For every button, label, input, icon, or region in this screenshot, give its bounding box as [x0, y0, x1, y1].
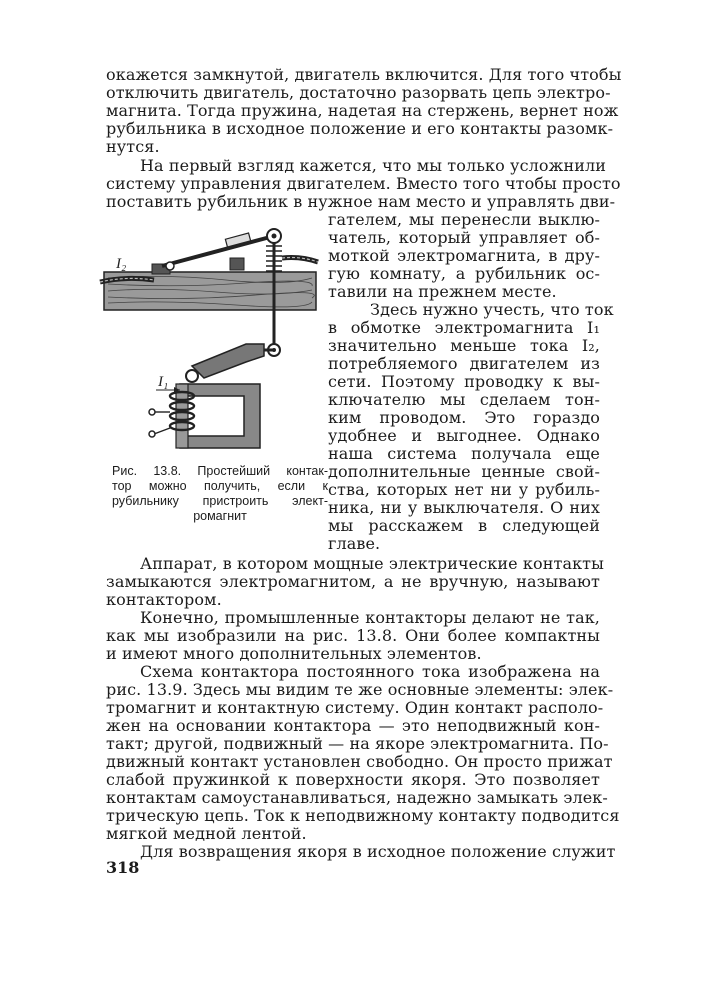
text-line: ника, ни у выключателя. О них: [328, 498, 600, 517]
text-line: такт; другой, подвижный — на якоре электромагнита. По-: [106, 734, 609, 753]
text-line: потребляемого двигателем из: [328, 354, 600, 373]
figure-caption: рубильнику пристроить элект-: [112, 494, 328, 508]
text-line: систему управления двигателем. Вместо того чтобы просто: [106, 174, 621, 193]
figure-caption: ромагнит: [193, 509, 247, 523]
text-line: поставить рубильник в нужное нам место и управлять дви-: [106, 192, 616, 211]
text-line: гателем, мы перенесли выклю-: [328, 210, 600, 229]
text-line: магнита. Тогда пружина, надетая на стержень, вернет нож: [106, 101, 619, 120]
figure-caption: Рис. 13.8. Простейший контак-: [112, 464, 328, 478]
armature: [192, 344, 264, 378]
terminal: [149, 431, 155, 437]
text-line: Конечно, промышленные контакторы делают не так,: [140, 608, 600, 627]
text-line: сети. Поэтому проводку к вы-: [328, 372, 600, 391]
text-line: наша система получала еще: [328, 444, 600, 463]
text-line: мягкой медной лентой.: [106, 824, 307, 843]
text-line: движный контакт установлен свободно. Он просто прижат: [106, 752, 613, 771]
text-line: удобнее и выгоднее. Однако: [328, 426, 600, 445]
text-line: окажется замкнутой, двигатель включится. Для того чтобы: [106, 65, 622, 84]
text-line: Здесь нужно учесть, что ток: [370, 300, 614, 319]
contactor-figure: [96, 216, 328, 458]
text-line: Для возвращения якоря в исходное положение служит: [140, 842, 616, 861]
text-line: слабой пружинкой к поверхности якоря. Это позволяет: [106, 770, 600, 789]
text-line: ким проводом. Это гораздо: [328, 408, 600, 427]
text-line: рис. 13.9. Здесь мы видим те же основные элементы: элек-: [106, 680, 614, 699]
text-line: замыкаются электромагнитом, а не вручную, называют: [106, 572, 600, 591]
text-line: моткой электромагнита, в дру-: [328, 246, 600, 265]
text-line: чатель, который управляет об-: [328, 228, 600, 247]
text-line: тромагнит и контактную систему. Один контакт располо-: [106, 698, 604, 717]
contact-clip: [230, 258, 244, 270]
switch-blade: [162, 236, 274, 266]
text-line: в обмотке электромагнита I₁: [328, 318, 600, 337]
text-line: тавили на прежнем месте.: [328, 282, 557, 301]
text-line: нутся.: [106, 137, 160, 156]
text-line: как мы изобразили на рис. 13.8. Они более компактны: [106, 626, 600, 645]
text-line: контактором.: [106, 590, 222, 609]
text-line: значительно меньше тока I₂,: [328, 336, 600, 355]
page-number: 318: [106, 858, 140, 877]
text-line: дополнительные ценные свой-: [328, 462, 600, 481]
label-i1: I₁: [158, 374, 169, 390]
text-line: и имеют много дополнительных элементов.: [106, 644, 482, 663]
terminal: [149, 409, 155, 415]
text-line: жен на основании контактора — это неподвижный кон-: [106, 716, 600, 735]
text-line: контактам самоустанавливаться, надежно замыкать элек-: [106, 788, 608, 807]
pivot-joint: [186, 370, 198, 382]
text-line: ключателю мы сделаем тон-: [328, 390, 600, 409]
text-line: отключить двигатель, достаточно разорвать цепь электро-: [106, 83, 611, 102]
text-line: Схема контактора постоянного тока изображена на: [140, 662, 600, 681]
text-line: мы расскажем в следующей: [328, 516, 600, 535]
text-line: На первый взгляд кажется, что мы только усложнили: [140, 156, 607, 175]
text-line: гую комнату, а рубильник ос-: [328, 264, 600, 283]
label-i2: I₂: [116, 256, 127, 272]
text-line: ства, которых нет ни у рубиль-: [328, 480, 600, 499]
text-line: главе.: [328, 534, 381, 553]
text-line: рубильника в исходное положение и его контакты разомк-: [106, 119, 614, 138]
text-line: трическую цепь. Ток к неподвижному контакту подводится: [106, 806, 620, 825]
text-line: Аппарат, в котором мощные электрические контакты: [140, 554, 604, 573]
figure-caption: тор можно получить, если к: [112, 479, 328, 493]
